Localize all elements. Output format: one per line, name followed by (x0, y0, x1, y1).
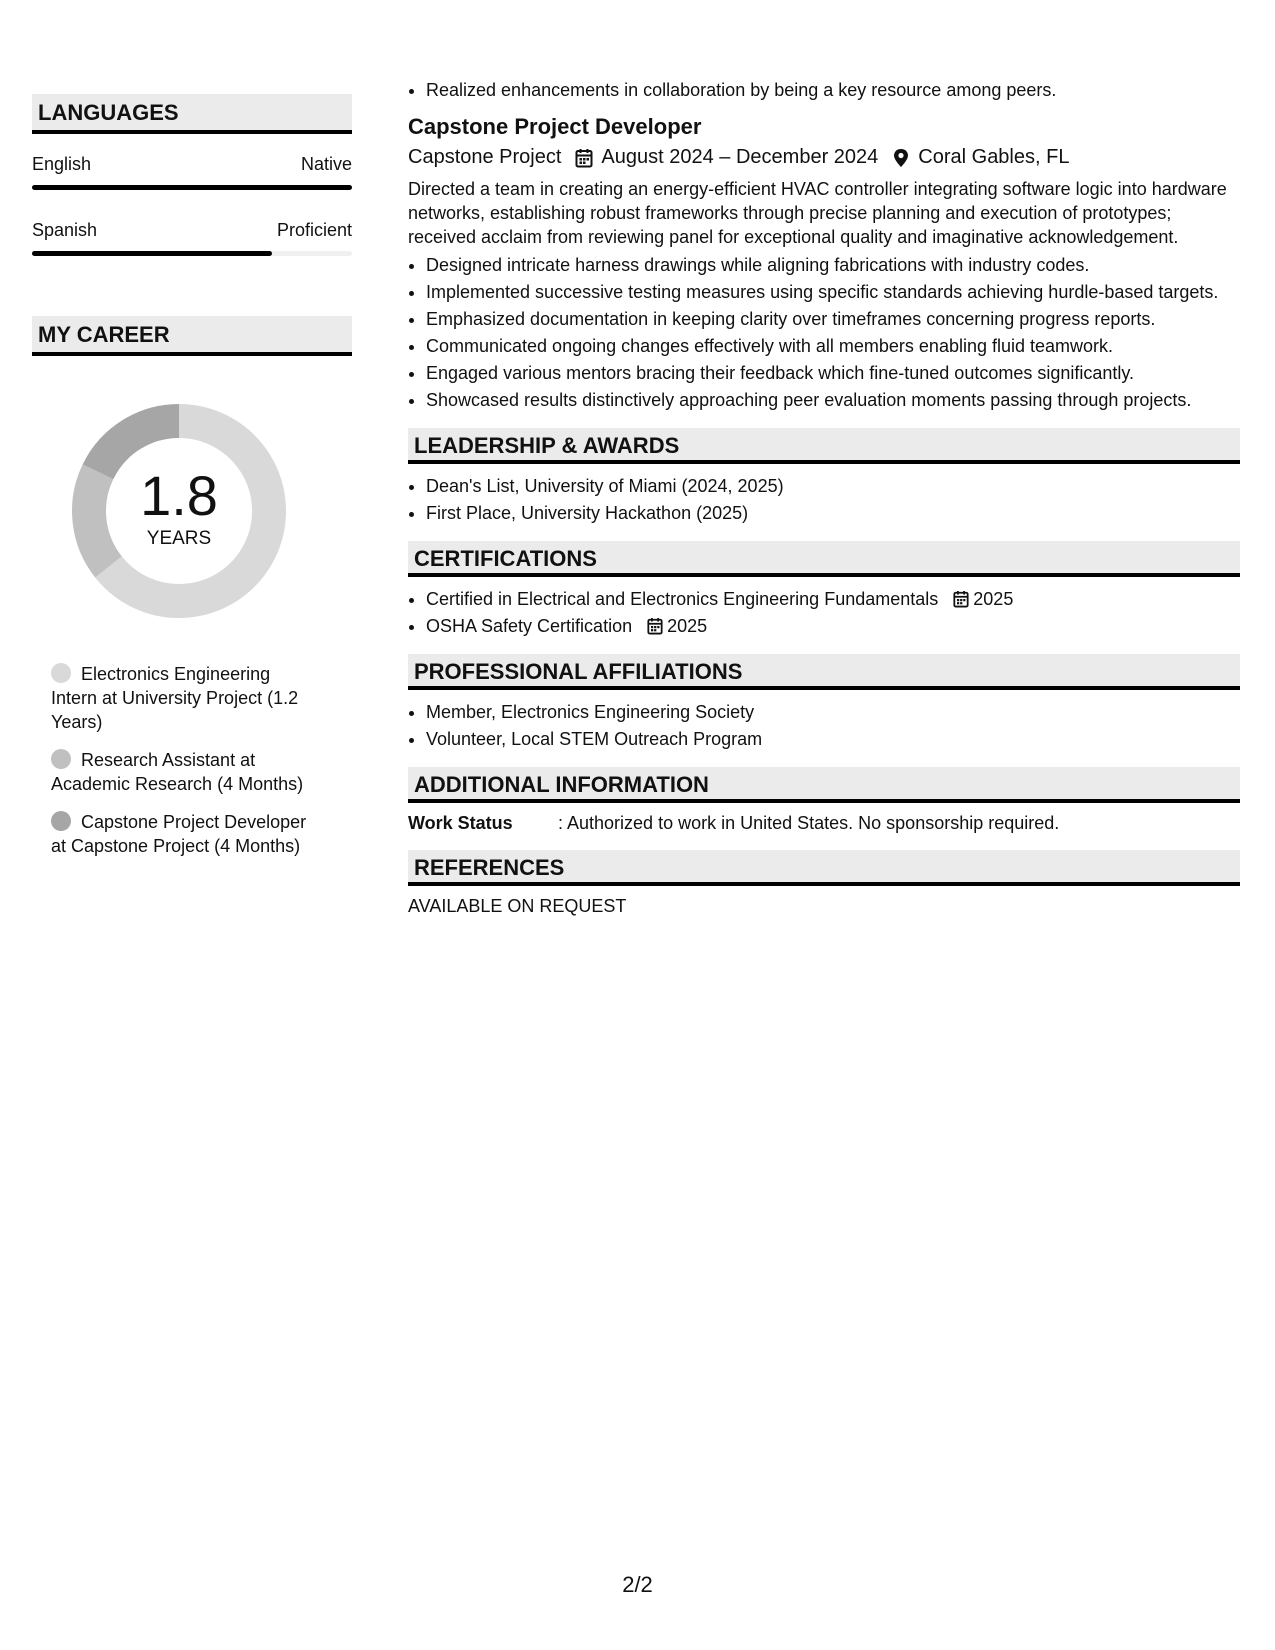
location-pin-icon (892, 148, 910, 168)
right-column (408, 78, 1240, 917)
list-item: • Designed intricate harness drawings while aligning fabrications with industry codes. (426, 253, 1240, 277)
legend-label: Research Assistant at Academic Research (4 Months) (51, 750, 304, 794)
calendar-icon (575, 148, 593, 168)
additional-heading: ADDITIONAL INFORMATION (408, 767, 1240, 803)
list-item: • Dean's List, University of Miami (2024, 2025) (426, 474, 1240, 498)
career-donut-chart (64, 396, 294, 626)
legend-dot (51, 811, 71, 831)
affiliations-section (408, 654, 1240, 751)
list-item: • Volunteer, Local STEM Outreach Program (426, 727, 1240, 751)
job-location: Coral Gables, FL (918, 146, 1070, 168)
career-total: 1.8 (140, 464, 218, 527)
cert-year: 2025 (973, 589, 1014, 609)
legend-item (51, 748, 321, 796)
list-item (426, 614, 1240, 638)
career-unit: YEARS (146, 528, 212, 549)
job-title: Capstone Project Developer (408, 114, 702, 139)
job-summary: Directed a team in creating an energy-efficient HVAC controller integrating software logic into hardware networks, establishing robust frameworks through precise planning and execution of prototypes; received acclaim from reviewing panel for exceptional quality and imaginative acknowledgement. (408, 179, 1227, 247)
language-name: Spanish (32, 220, 98, 240)
legend-item (51, 662, 321, 734)
references-heading: REFERENCES (408, 850, 1240, 886)
list-item: • Emphasized documentation in keeping clarity over timeframes concerning progress reports. (426, 307, 1240, 331)
leadership-section (408, 428, 1240, 525)
language-bar (32, 185, 352, 190)
career-legend (51, 662, 321, 858)
language-level: Native (300, 154, 352, 174)
language-spanish (32, 220, 352, 256)
left-column (32, 94, 352, 872)
list-item: • Realized enhancements in collaboration by being a key resource among peers. (426, 78, 1240, 102)
legend-item (51, 810, 321, 858)
references-text: AVAILABLE ON REQUEST (408, 896, 627, 916)
previous-job-bullets (408, 78, 1240, 102)
cert-name: OSHA Safety Certification (426, 616, 633, 636)
legend-label: Electronics Engineering Intern at University Project (1.2 Years) (51, 664, 299, 732)
job-meta (408, 146, 1240, 169)
list-item: • Showcased results distinctively approaching peer evaluation moments passing through projects. (426, 388, 1240, 412)
language-english (32, 154, 352, 190)
legend-dot (51, 749, 71, 769)
calendar-icon (647, 617, 663, 635)
work-status-row (408, 813, 1240, 834)
certifications-section (408, 541, 1240, 638)
list-item: • Communicated ongoing changes effectively with all members enabling fluid teamwork. (426, 334, 1240, 358)
affiliations-heading: PROFESSIONAL AFFILIATIONS (408, 654, 1240, 690)
job-company: Capstone Project (408, 146, 562, 168)
list-item: • Member, Electronics Engineering Society (426, 700, 1240, 724)
job-dates: August 2024 – December 2024 (601, 146, 879, 168)
list-item: • Engaged various mentors bracing their feedback which fine-tuned outcomes significantly. (426, 361, 1240, 385)
job-bullets (408, 253, 1240, 412)
list-item: • First Place, University Hackathon (2025) (426, 501, 1240, 525)
languages-heading: LANGUAGES (32, 94, 352, 134)
work-status-value: : Authorized to work in United States. No sponsorship required. (558, 813, 1060, 833)
work-status-label: Work Status (408, 813, 513, 833)
language-bar-fill (32, 251, 272, 256)
list-item (426, 587, 1240, 611)
language-bar (32, 251, 352, 256)
career-heading: MY CAREER (32, 316, 352, 356)
cert-name: Certified in Electrical and Electronics Engineering Fundamentals (426, 589, 939, 609)
cert-year: 2025 (667, 616, 708, 636)
leadership-heading: LEADERSHIP & AWARDS (408, 428, 1240, 464)
list-item: • Implemented successive testing measures using specific standards achieving hurdle-based targets. (426, 280, 1240, 304)
additional-section (408, 767, 1240, 834)
language-bar-fill (32, 185, 352, 190)
calendar-icon (953, 590, 969, 608)
certifications-heading: CERTIFICATIONS (408, 541, 1240, 577)
language-name: English (32, 154, 92, 174)
legend-dot (51, 663, 71, 683)
legend-label: Capstone Project Developer at Capstone Project (4 Months) (51, 812, 307, 856)
references-section (408, 850, 1240, 917)
page-number: 2/2 (622, 1572, 653, 1597)
language-level: Proficient (276, 220, 352, 240)
